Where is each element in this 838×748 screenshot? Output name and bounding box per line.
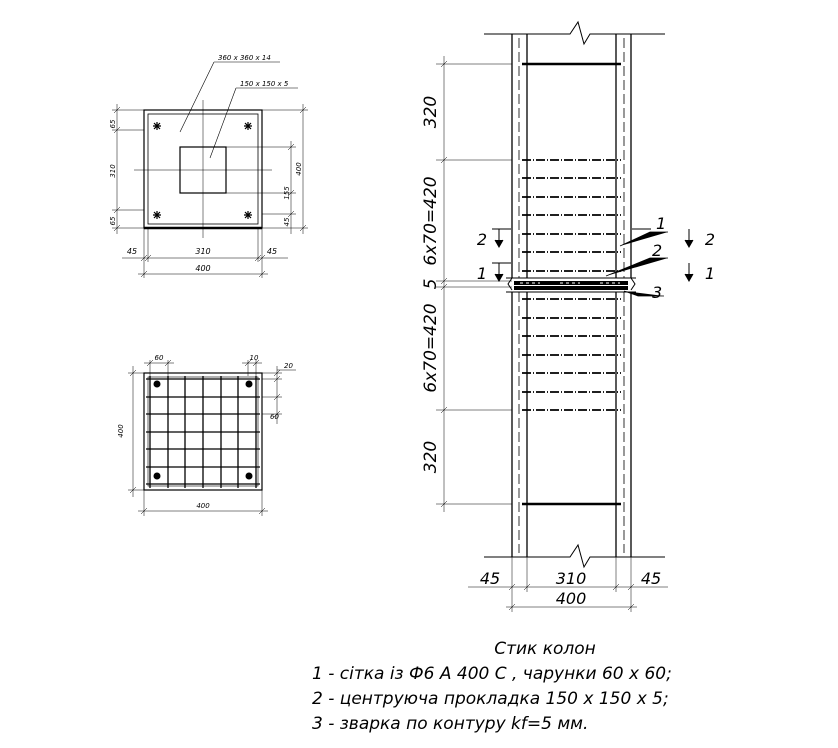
dim-155: 155 bbox=[283, 186, 291, 200]
column-vertical-dims bbox=[436, 56, 512, 512]
callout-2: 2 bbox=[652, 241, 663, 260]
dim-310-left: 310 bbox=[109, 164, 117, 178]
note-line-1: 1 - сітка із Ф6 А 400 С , чарунки 60 x 60; bbox=[312, 664, 672, 684]
dim-45-right: 45 bbox=[283, 217, 291, 227]
plate-plan-view bbox=[109, 54, 308, 278]
dim-45-right-h: 45 bbox=[266, 247, 278, 256]
section-marks bbox=[492, 229, 693, 281]
dim-60-right: 60 bbox=[270, 413, 279, 421]
dim-20: 20 bbox=[284, 362, 293, 370]
dim-6x70-top: 6x70=420 bbox=[421, 176, 441, 266]
bottom-break-line bbox=[484, 545, 665, 567]
mesh-grid bbox=[146, 376, 260, 488]
mesh-right-dims bbox=[262, 366, 296, 424]
callout-3: 3 bbox=[652, 283, 663, 302]
column-bars bbox=[519, 38, 624, 553]
joint-detail bbox=[506, 278, 636, 292]
dim-310: 310 bbox=[555, 569, 587, 588]
mesh-top-dims bbox=[144, 360, 262, 376]
corner-bars bbox=[153, 122, 252, 219]
dim-310-h: 310 bbox=[195, 247, 211, 256]
top-plate bbox=[514, 281, 628, 285]
section-1-right: 1 bbox=[704, 264, 716, 283]
dim-45-left: 45 bbox=[479, 569, 501, 588]
column-walls bbox=[512, 34, 631, 557]
section-2-right: 2 bbox=[704, 230, 716, 249]
section-1-left: 1 bbox=[476, 264, 488, 283]
dim-10: 10 bbox=[249, 354, 259, 362]
callout-1: 1 bbox=[656, 214, 667, 233]
dim-65-bottom: 65 bbox=[109, 216, 117, 226]
dim-400-h: 400 bbox=[195, 264, 211, 273]
top-break-line bbox=[484, 22, 665, 44]
dim-400: 400 bbox=[555, 589, 587, 608]
dim-400-bottom: 400 bbox=[196, 502, 210, 510]
dim-320-top: 320 bbox=[421, 95, 441, 129]
dim-6x70-bottom: 6x70=420 bbox=[421, 303, 441, 393]
dim-45-left-h: 45 bbox=[126, 247, 138, 256]
dim-400-right: 400 bbox=[295, 162, 303, 176]
plate-leader bbox=[180, 62, 214, 132]
note-line-2: 2 - центруюча прокладка 150 x 150 x 5; bbox=[312, 689, 669, 709]
mesh-plan-view bbox=[117, 354, 296, 516]
notes-title: Стик колон bbox=[494, 639, 596, 659]
dim-400-left: 400 bbox=[117, 424, 125, 438]
dim-320-bottom: 320 bbox=[421, 440, 441, 474]
bottom-plate bbox=[514, 286, 628, 290]
section-2-left: 2 bbox=[476, 230, 488, 249]
dim-60-top: 60 bbox=[154, 354, 164, 362]
mesh-left-dims bbox=[128, 366, 144, 497]
notes bbox=[312, 639, 672, 734]
dim-5: 5 bbox=[421, 278, 441, 290]
dim-45-right: 45 bbox=[640, 569, 662, 588]
pad-label: 150 x 150 x 5 bbox=[240, 80, 289, 88]
plate-label: 360 x 360 x 14 bbox=[218, 54, 271, 62]
note-line-3: 3 - зварка по контуру kf=5 мм. bbox=[312, 714, 589, 734]
dim-65-top: 65 bbox=[109, 119, 117, 129]
column-elevation bbox=[421, 22, 715, 612]
